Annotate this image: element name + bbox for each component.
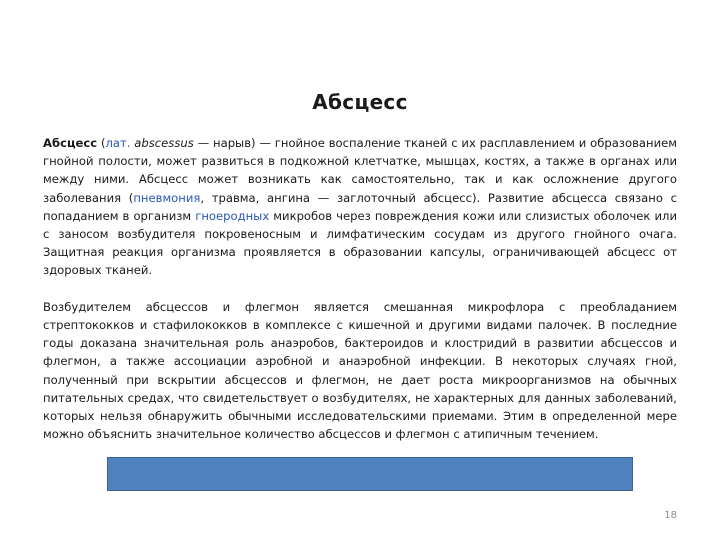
paragraph-definition xyxy=(43,134,677,280)
term-abscess: Абсцесс xyxy=(43,136,98,150)
text-definition: — нарыв) — гнойное воспаление тканей с их расплавлением и образованием гнойной полости, может развиться в подкожной клетчатке, мышцах, костях, а также в органах или между ними. Абсцесс может возникать как самостоятельно, так и как осложнение другого заболевания ( xyxy=(43,136,677,205)
link-pneumonia[interactable]: пневмония xyxy=(133,190,201,205)
link-pyogenic[interactable]: гноеродных xyxy=(195,208,270,223)
blue-banner xyxy=(107,457,633,491)
slide-title: Абсцесс xyxy=(312,90,408,114)
text-open-paren: ( xyxy=(97,136,106,150)
latin-word: abscessus xyxy=(134,136,194,150)
link-latin[interactable]: лат. xyxy=(105,136,131,150)
page-number: 18 xyxy=(664,510,677,521)
body-text xyxy=(43,134,677,443)
text-causes: , травма, ангина — заглоточный абсцесс). Развитие абсцесса связано с попаданием в организм xyxy=(43,190,677,223)
text-rest: микробов через повреждения кожи или слизистых оболочек или с заносом возбудителя покровеносным и лимфатическим сосудам из другого гнойного очага. Защитная реакция организма проявляется в образовании капсулы, ограничивающей абсцесс от здоровых тканей. xyxy=(43,208,677,278)
paragraph-pathogens: Возбудителем абсцессов и флегмон является смешанная микрофлора с преобладанием стрептококков и стафилококков в комплексе с кишечной и другими видами палочек. В последние годы доказана значительная роль анаэробов, бактероидов и клостридий в развитии абсцессов и флегмон, а также ассоциации аэробной и анаэробной инфекции. В некоторых случаях гной, полученный при вскрытии абсцессов и флегмон, не дает роста микроорганизмов на обычных питательных средах, что свидетельствует о возбудителях, не характерных для данных заболеваний, которых нельзя обнаружить обычными исследовательскими приемами. Этим в определенной мере можно объяснить значительное количество абсцессов и флегмон с атипичным течением. xyxy=(43,299,677,442)
